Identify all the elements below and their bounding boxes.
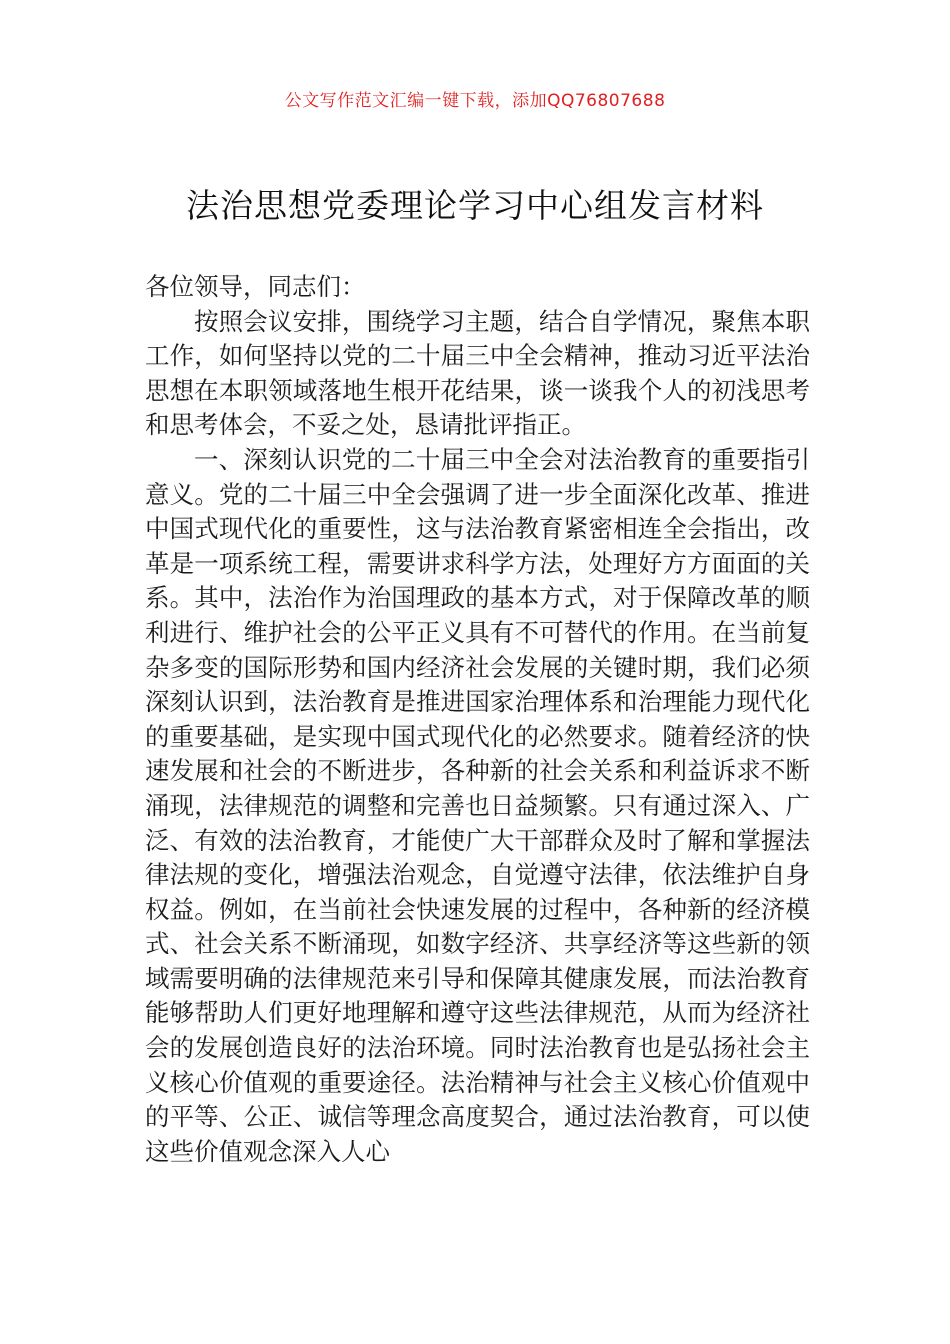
salutation: 各位领导，同志们：: [145, 272, 366, 301]
paragraph-section-one: 一、深刻认识党的二十届三中全会对法治教育的重要指引意义。党的二十届三中全会强调了进一步全面深化改革、推进中国式现代化的重要性，这与法治教育紧密相连全会指出，改革是一项系统工程，需要讲求科学方法，处理好方方面面的关系。其中，法治作为治国理政的基本方式，对于保障改革的顺利进行、维护社会的公平正义具有不可替代的作用。在当前复杂多变的国际形势和国内经济社会发展的关键时期，我们必须深刻认识到，法治教育是推进国家治理体系和治理能力现代化的重要基础，是实现中国式现代化的必然要求。随着经济的快速发展和社会的不断进步，各种新的社会关系和利益诉求不断涌现，法律规范的调整和完善也日益频繁。只有通过深入、广泛、有效的法治教育，才能使广大干部群众及时了解和掌握法律法规的变化，增强法治观念，自觉遵守法律，依法维护自身权益。例如，在当前社会快速发展的过程中，各种新的经济模式、社会关系不断涌现，如数字经济、共享经济等这些新的领域需要明确的法律规范来引导和保障其健康发展，而法治教育能够帮助人们更好地理解和遵守这些法律规范，从而为经济社会的发展创造良好的法治环境。同时法治教育也是弘扬社会主义核心价值观的重要途径。法治精神与社会主义核心价值观中的平等、公正、诚信等理念高度契合，通过法治教育，可以使这些价值观念深入人心: [145, 444, 810, 1166]
document-body: [145, 270, 810, 1169]
promo-header-note: 公文写作范文汇编一键下载，添加QQ76807688: [284, 91, 666, 111]
document-title: 法治思想党委理论学习中心组发言材料: [186, 186, 764, 225]
paragraph-intro: 按照会议安排，围绕学习主题，结合自学情况，聚焦本职工作，如何坚持以党的二十届三中全会精神，推动习近平法治思想在本职领域落地生根开花结果，谈一谈我个人的初浅思考和思考体会，不妥之处，恳请批评指正。: [145, 306, 810, 440]
